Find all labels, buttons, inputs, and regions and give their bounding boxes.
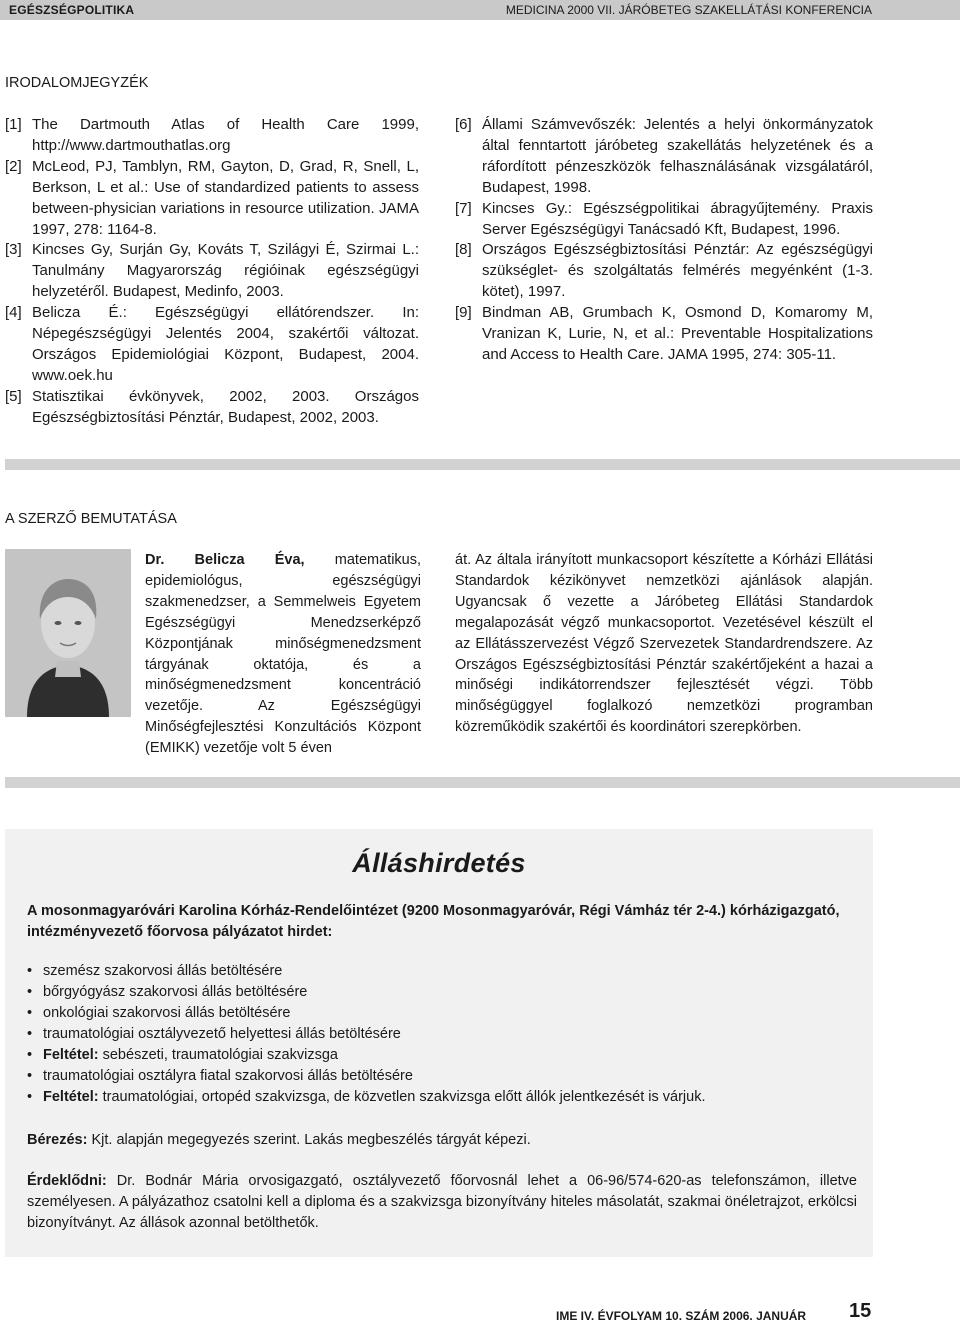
reference-number: [5]	[5, 387, 22, 405]
reference-text: Kincses Gy.: Egészségpolitikai ábragyűjtemény. Praxis Server Egészségügyi Tanácsadó Kft, Budapest, 1996.	[482, 199, 873, 238]
running-header	[0, 0, 960, 20]
reference-item	[5, 115, 419, 157]
list-item	[27, 1024, 867, 1045]
list-item	[27, 1066, 867, 1087]
reference-text: McLeod, PJ, Tamblyn, RM, Gayton, D, Grad, R, Snell, L, Berkson, L et al.: Use of standardized patients to assess between-physician variations in resource utilization. JAMA 1997, 278: 1164-8.	[32, 157, 419, 238]
reference-text: Kincses Gy, Surján Gy, Kováts T, Szilágyi É, Szirmai L.: Tanulmány Magyarország régióinak egészségügyi helyzetéről. Budapest, Medinfo, 2003.	[32, 241, 419, 301]
salary-info	[27, 1130, 531, 1151]
author-photo	[5, 549, 131, 717]
ad-intro: A mosonmagyaróvári Karolina Kórház-Rendelőintézet (9200 Mosonmagyaróvár, Régi Vámház tér 2-4.) kórházigazgató, intézményvezető főorvosa pályázatot hirdet:	[27, 903, 840, 940]
ad-title: Álláshirdetés	[352, 848, 526, 878]
reference-item	[455, 115, 873, 199]
reference-text: Állami Számvevőszék: Jelentés a helyi önkormányzatok által fenntartott járóbeteg szakellátás helyzetének és a ráfordított pénzeszközök felhasználásának vizsgálatáról, Budapest, 1998.	[482, 116, 873, 196]
item-label: Feltétel:	[43, 1089, 99, 1105]
reference-item	[455, 199, 873, 241]
reference-number: [3]	[5, 241, 22, 259]
author-bio-column-2	[455, 550, 873, 738]
header-conference: MEDICINA 2000 VII. JÁRÓBETEG SZAKELLÁTÁSI KONFERENCIA	[505, 3, 872, 17]
item-text: szemész szakorvosi állás betöltésére	[43, 963, 283, 979]
item-text: traumatológiai osztályra fiatal szakorvosi állás betöltésére	[43, 1068, 413, 1084]
position-list	[27, 961, 867, 1108]
reference-item	[5, 303, 419, 387]
contact-info	[27, 1171, 857, 1234]
item-text: bőrgyógyász szakorvosi állás betöltésére	[43, 984, 308, 1000]
reference-text: Belicza É.: Egészségügyi ellátórendszer. In: Népegészségügyi Jelentés 2004, szakértői változat. Országos Epidemiológiai Központ, Budapest, 2004. www.oek.hu	[32, 304, 419, 384]
list-item	[27, 1045, 867, 1066]
section-divider	[5, 777, 960, 788]
section-divider	[5, 459, 960, 470]
reference-number: [1]	[5, 116, 22, 133]
author-bio-text: matematikus, epidemiológus, egészségügyi szakmenedzser, a Semmelweis Egyetem Egészségügyi Menedzserképző Központjának minőségmenedzsment tárgyának oktatója, és a minőségmenedzsment koncentráció vezetője. Az Egészségügyi Minőségfejlesztési Konzultációs Központ (EMIKK) vezetője volt 5 éven	[145, 552, 422, 757]
salary-label: Bérezés:	[27, 1132, 88, 1148]
reference-item	[5, 240, 419, 303]
item-text: sebészeti, traumatológiai szakvizsga	[98, 1047, 338, 1063]
list-item	[27, 1003, 867, 1024]
item-text: onkológiai szakorvosi állás betöltésére	[43, 1005, 291, 1021]
portrait-image	[5, 549, 131, 717]
reference-item	[5, 387, 419, 429]
list-item	[27, 982, 867, 1003]
page-number: 15	[849, 1300, 872, 1322]
reference-number: [2]	[5, 157, 22, 175]
salary-text: Kjt. alapján megegyezés szerint. Lakás megbeszélés tárgyát képezi.	[87, 1132, 531, 1148]
item-text: traumatológiai osztályvezető helyettesi állás betöltésére	[43, 1026, 401, 1042]
reference-number: [4]	[5, 304, 22, 322]
reference-item	[455, 240, 873, 303]
item-text: traumatológiai, ortopéd szakvizsga, de közvetlen szakvizsga előtt állók jelentkezését is várjuk.	[98, 1089, 706, 1105]
reference-item	[5, 157, 419, 241]
reference-number: [8]	[455, 241, 472, 259]
author-name: Dr. Belicza Éva,	[145, 552, 305, 568]
reference-text: Statisztikai évkönyvek, 2002, 2003. Országos Egészségbiztosítási Pénztár, Budapest, 2002, 2003.	[32, 387, 419, 426]
references-left-column	[5, 115, 419, 429]
job-advertisement	[5, 829, 873, 1257]
issue-info: IME IV. ÉVFOLYAM 10. SZÁM 2006. JANUÁR	[556, 1309, 807, 1323]
reference-text: Bindman AB, Grumbach K, Osmond D, Komaromy M, Vranizan K, Lurie, N, et al.: Preventable Hospitalizations and Access to Health Care. JAMA 1995, 274: 305-11.	[482, 304, 873, 363]
reference-number: [6]	[455, 116, 472, 133]
list-item	[27, 961, 867, 982]
references-title: IRODALOMJEGYZÉK	[5, 75, 149, 91]
item-label: Feltétel:	[43, 1047, 99, 1063]
contact-text: Dr. Bodnár Mária orvosigazgató, osztályvezető főorvosnál lehet a 06-96/574-620-as telefonszámon, illetve személyesen. A pályázathoz csatolni kell a diploma és a szakvizsga bizonyítvány hiteles másolatát, szakmai önéletrajzot, erkölcsi bizonyítványt. Az állások azonnal betölthetők.	[27, 1173, 857, 1231]
author-section-title: A SZERZŐ BEMUTATÁSA	[5, 511, 177, 527]
author-bio-continued: át. Az általa irányított munkacsoport készítette a Kórházi Ellátási Standardok kézikönyvet nemzetközi ajánlások alapján. Ugyancsak ő vezette a Járóbeteg Ellátási Standardok megalapozását végző munkacsoportot. Vezetésével készült el az Ellátásszervezést Végző Szervezetek Standardrendszere. Az Országos Egészségbiztosítási Pénztár szakértőjeként a hazai a minőségi indikátorrendszer fejlesztését végzi. Több minőségüggyel foglalkozó nemzetközi programban közreműködik szakértői és koordinátori szerepkörben.	[455, 552, 873, 736]
contact-label: Érdeklődni:	[27, 1173, 107, 1189]
author-bio-column-1	[145, 550, 421, 759]
list-item	[27, 1087, 867, 1108]
reference-item	[455, 303, 873, 366]
references-right-column	[455, 115, 873, 366]
reference-text: Országos Egészségbiztosítási Pénztár: Az egészségügyi szükséglet- és szolgáltatás felmérés megyénként (1-3. kötet), 1997.	[482, 241, 873, 301]
header-section: EGÉSZSÉGPOLITIKA	[9, 3, 135, 17]
reference-number: [7]	[455, 199, 472, 217]
reference-text: The Dartmouth Atlas of Health Care 1999, http://www.dartmouthatlas.org	[32, 116, 419, 154]
reference-number: [9]	[455, 304, 472, 322]
